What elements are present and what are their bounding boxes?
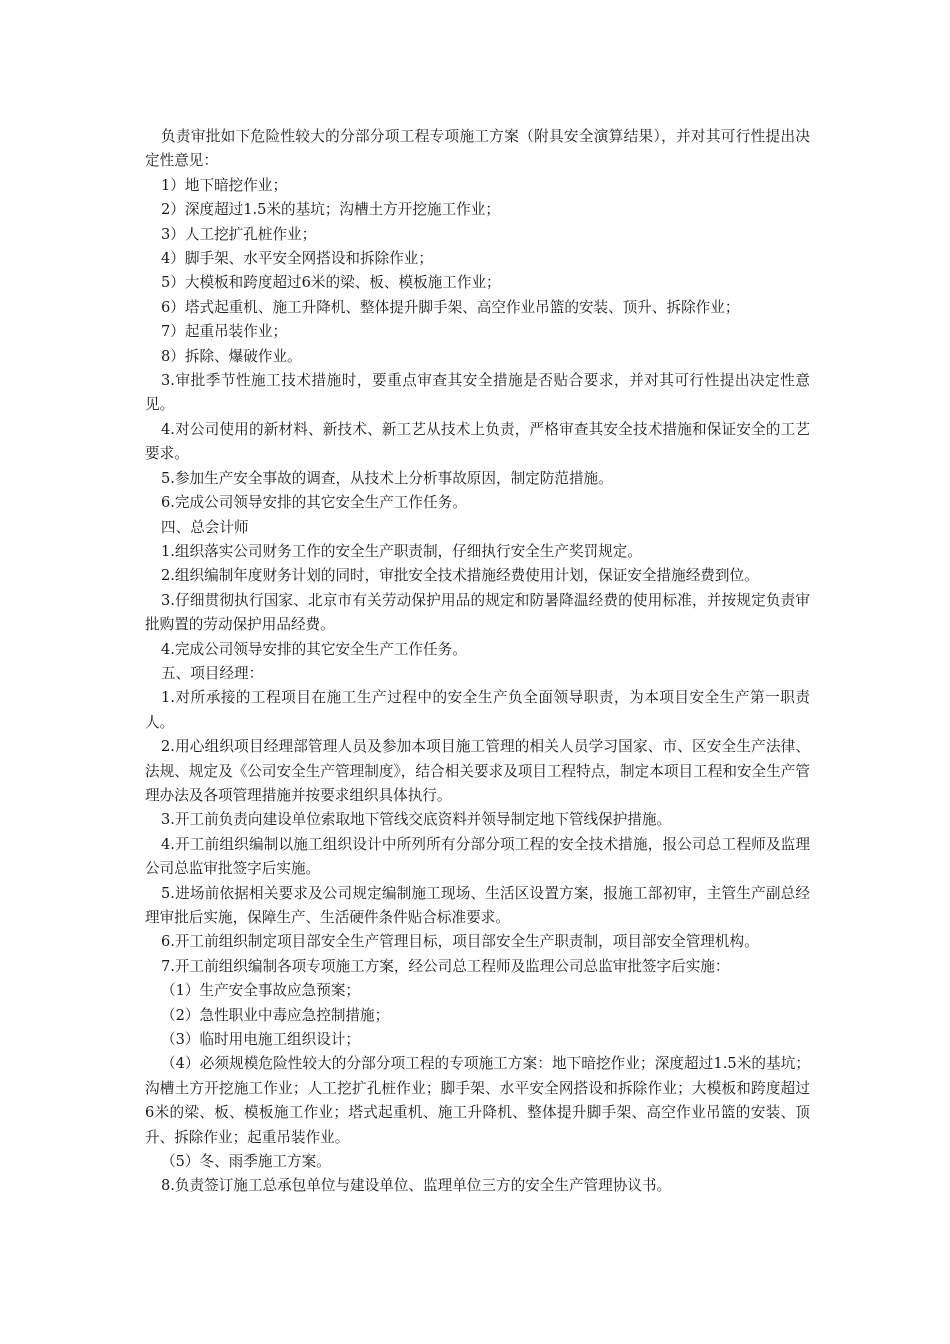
list-item: （2）急性职业中毒应急控制措施； <box>161 1006 390 1024</box>
list-item: （5）冬、雨季施工方案。 <box>161 1153 331 1171</box>
list-item: 2）深度超过1.5米的基坑；沟槽土方开挖施工作业； <box>161 201 500 219</box>
paragraph: 8.负责签订施工总承包单位与建设单位、监理单位三方的安全生产管理协议书。 <box>161 1177 672 1195</box>
list-item: （3）临时用电施工组织设计； <box>161 1031 361 1049</box>
list-item: 1）地下暗挖作业； <box>161 176 288 194</box>
list-item: 5）大模板和跨度超过6米的梁、板、模板施工作业； <box>161 274 501 292</box>
list-item: （4）必须规模危险性较大的分部分项工程的专项施工方案：地下暗挖作业；深度超过1.5米的基坑；沟槽土方开挖施工作业；人工挖扩孔桩作业；脚手架、水平安全网搭设和拆除作业；大模板和跨度超过6米的梁、板、模板施工作业；塔式起重机、施工升降机、整体提升脚手架、高空作业吊篮的安装、顶升、拆除作业；起重吊装作业。 <box>145 1055 810 1146</box>
paragraph: 3.仔细贯彻执行国家、北京市有关劳动保护用品的规定和防暑降温经费的使用标准，并按规定负责审批购置的劳动保护用品经费。 <box>145 591 810 634</box>
paragraph: 2.组织编制年度财务计划的同时，审批安全技术措施经费使用计划，保证安全措施经费到位。 <box>161 567 759 585</box>
paragraph: 2.用心组织项目经理部管理人员及参加本项目施工管理的相关人员学习国家、市、区安全生产法律、法规、规定及《公司安全生产管理制度》，结合相关要求及项目工程特点，制定本项目工程和安全生产管理办法及各项管理措施并按要求组织具体执行。 <box>145 738 810 804</box>
section-heading-project-manager: 五、项目经理： <box>161 664 264 682</box>
document-body <box>145 125 810 1199</box>
list-item: 8）拆除、爆破作业。 <box>161 347 302 365</box>
list-item: 4）脚手架、水平安全网搭设和拆除作业； <box>161 250 433 268</box>
list-item: （1）生产安全事故应急预案； <box>161 982 361 1000</box>
paragraph: 4.完成公司领导安排的其它安全生产工作任务。 <box>161 640 467 658</box>
paragraph: 5.参加生产安全事故的调查，从技术上分析事故原因，制定防范措施。 <box>161 469 613 487</box>
list-item: 3）人工挖扩孔桩作业； <box>161 225 317 243</box>
section-heading-chief-accountant: 四、总会计师 <box>161 518 249 536</box>
paragraph: 4.开工前组织编制以施工组织设计中所列所有分部分项工程的安全技术措施，报公司总工程师及监理公司总监审批签字后实施。 <box>145 835 810 878</box>
paragraph: 1.组织落实公司财务工作的安全生产职责制，仔细执行安全生产奖罚规定。 <box>161 542 642 560</box>
paragraph: 1.对所承接的工程项目在施工生产过程中的安全生产负全面领导职责，为本项目安全生产第一职责人。 <box>145 689 810 731</box>
paragraph: 6.完成公司领导安排的其它安全生产工作任务。 <box>161 494 467 512</box>
paragraph: 7.开工前组织编制各项专项施工方案，经公司总工程师及监理公司总监审批签字后实施： <box>161 957 730 975</box>
paragraph: 3.审批季节性施工技术措施时，要重点审查其安全措施是否贴合要求，并对其可行性提出决定性意见。 <box>145 372 810 414</box>
list-item: 6）塔式起重机、施工升降机、整体提升脚手架、高空作业吊篮的安装、顶升、拆除作业； <box>161 298 740 316</box>
paragraph-intro: 负责审批如下危险性较大的分部分项工程专项施工方案（附具安全演算结果），并对其可行性提出决定性意见： <box>145 128 810 170</box>
paragraph: 6.开工前组织制定项目部安全生产管理目标，项目部安全生产职责制，项目部安全管理机构。 <box>161 933 759 951</box>
paragraph: 5.进场前依据相关要求及公司规定编制施工现场、生活区设置方案，报施工部初审，主管生产副总经理审批后实施，保障生产、生活硬件条件贴合标准要求。 <box>145 884 810 926</box>
paragraph: 3.开工前负责向建设单位索取地下管线交底资料并领导制定地下管线保护措施。 <box>161 811 672 829</box>
list-item: 7）起重吊装作业； <box>161 323 288 341</box>
paragraph: 4.对公司使用的新材料、新技术、新工艺从技术上负责，严格审查其安全技术措施和保证安全的工艺要求。 <box>145 420 810 463</box>
